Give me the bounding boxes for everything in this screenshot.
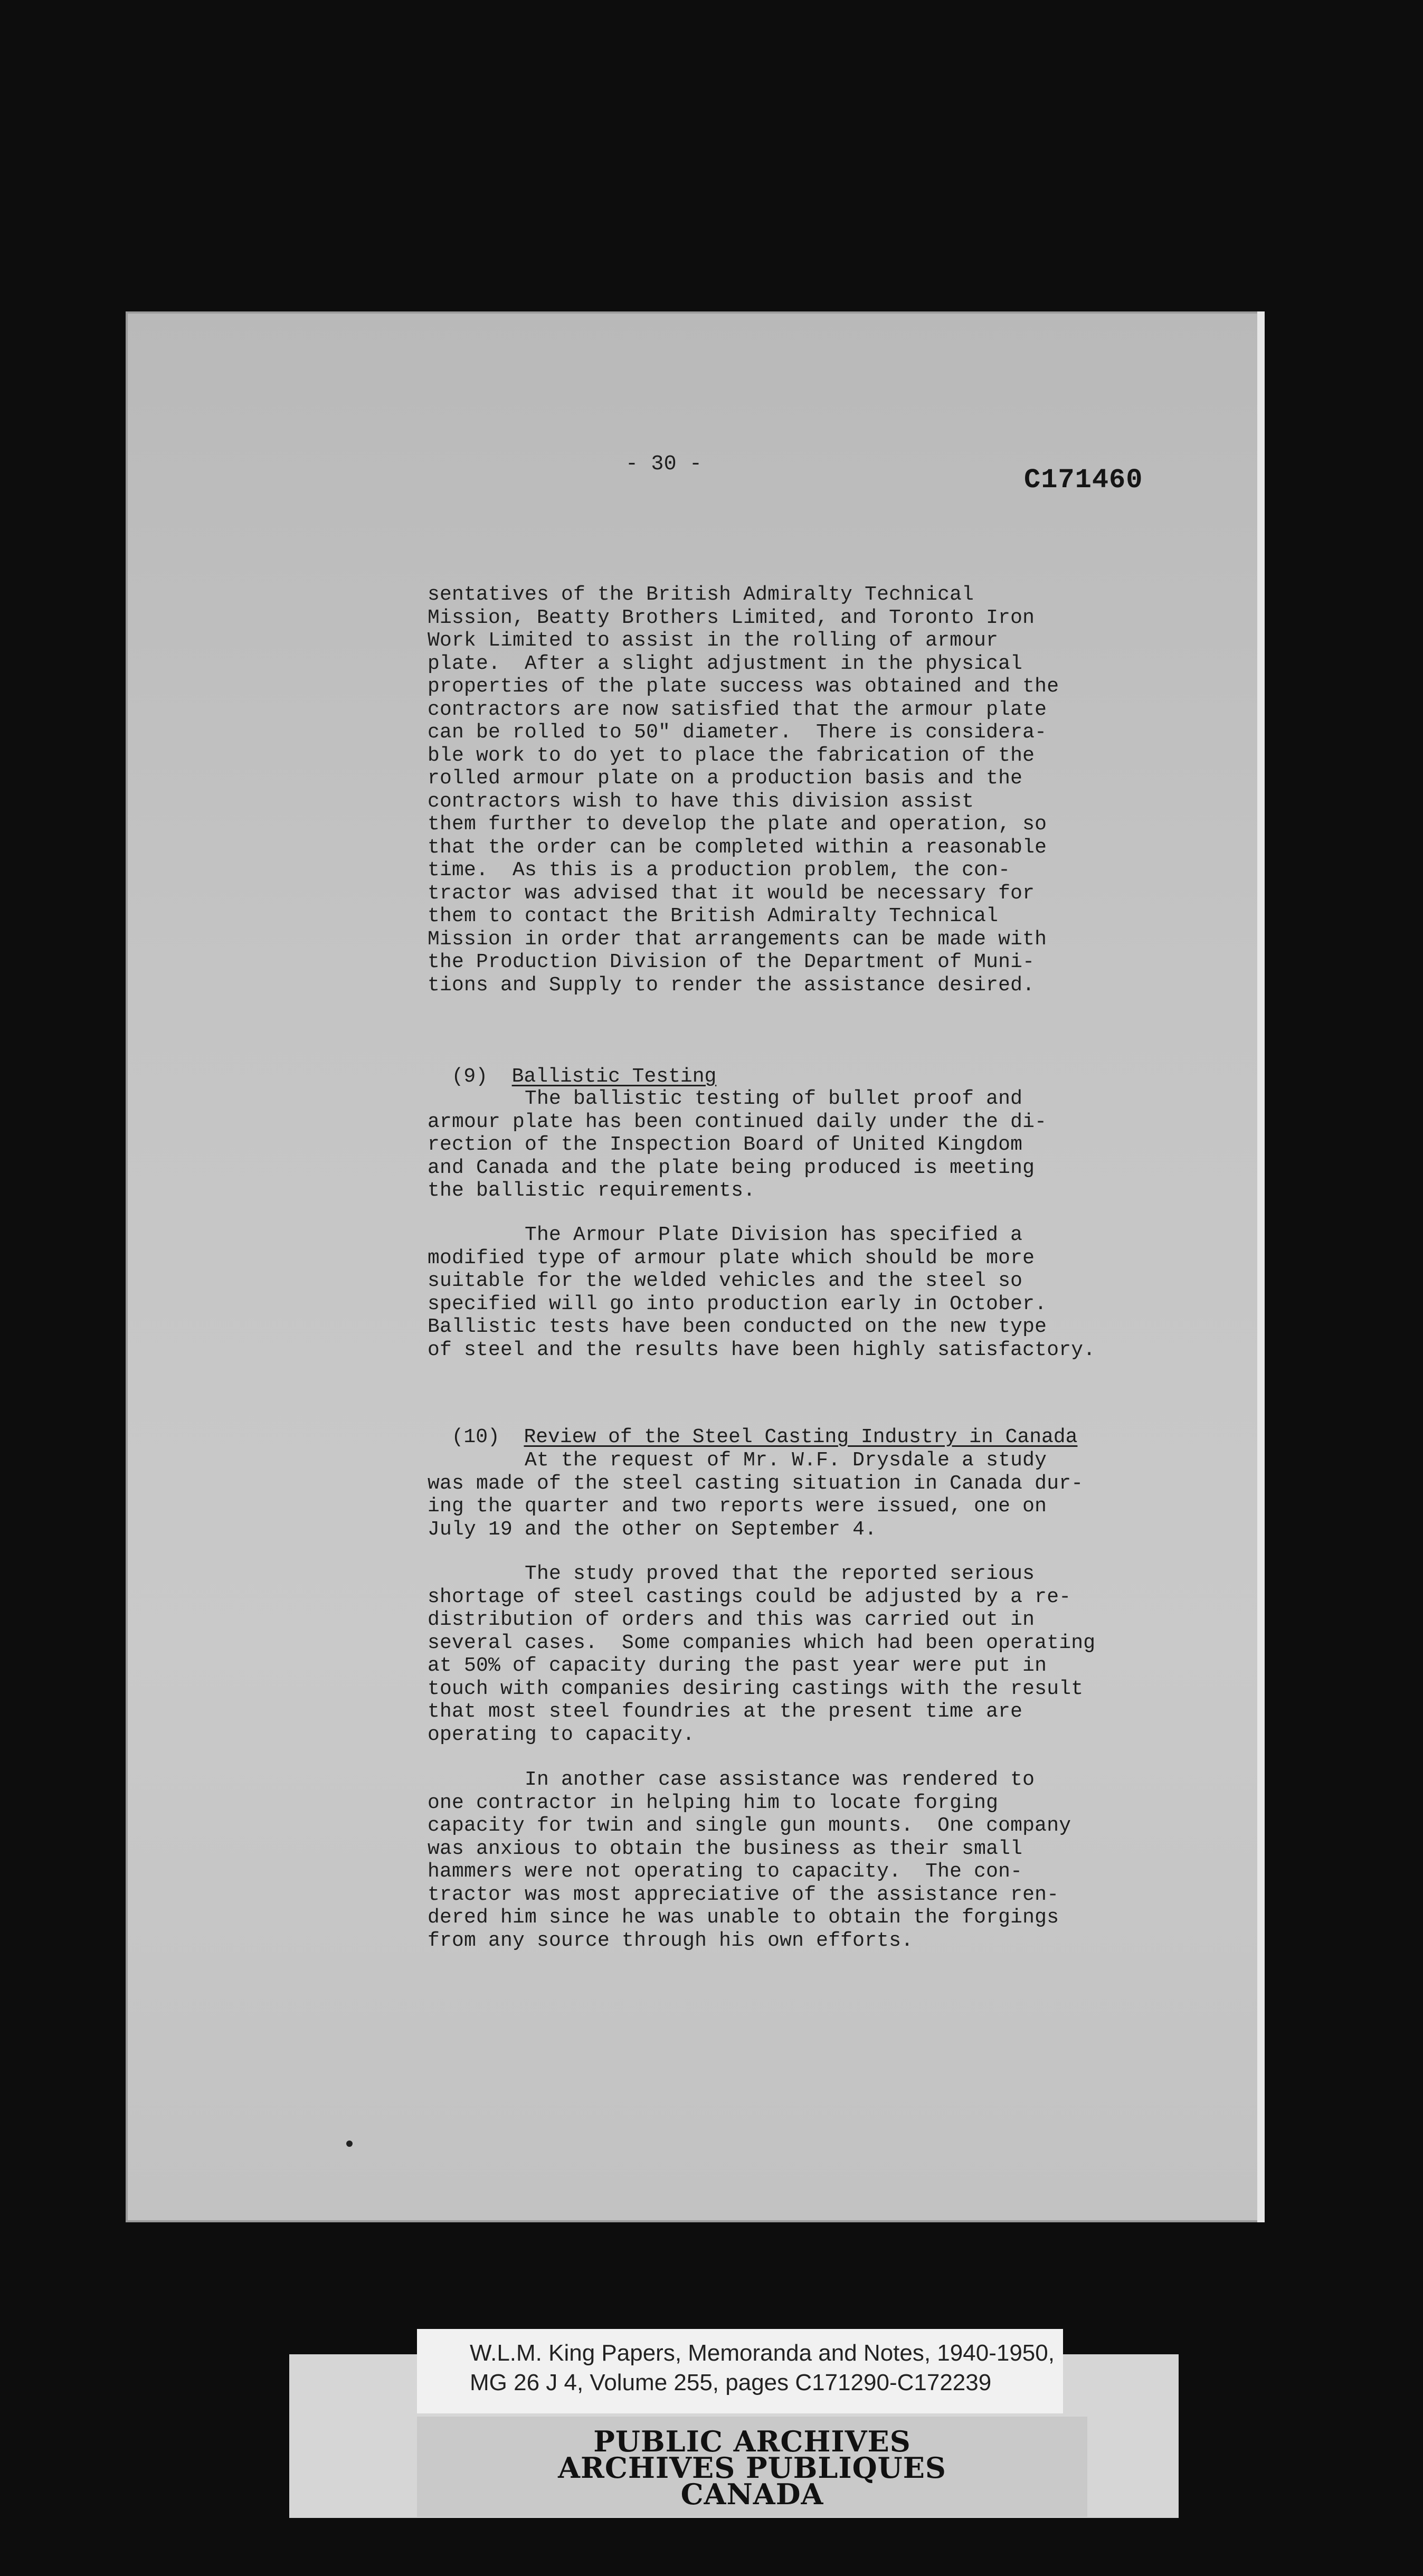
paragraph-armour-plate: sentatives of the British Admiralty Technical Mission, Beatty Brothers Limited, and Toronto Iron Work Limited to assist in the rolling of armour plate. After a slight adjustment in the physical properties of the plate success was obtained and the contractors are now satisfied that the armour plate can be rolled to 50" diameter. There is considera- ble work to do yet to place the fabrication of the rolled armour plate on a production basis and the contractors wish to have this division assist them further to develop the plate and operation, so that the order can be completed within a reasonable time. As this is a production problem, the con- tractor was advised that it would be necessary for them to contact the British Admiralty Technical Mission in order that arrangements can be made with the Production Division of the Department of Muni- tions and Supply to render the assistance desired. bbox=[428, 583, 1059, 997]
heading-ballistic-testing bbox=[428, 1043, 716, 1088]
stray-mark bbox=[346, 2141, 353, 2147]
paragraph-drysdale-study: At the request of Mr. W.F. Drysdale a study was made of the steel casting situation in Canada dur- ing the quarter and two reports were issued, one on July 19 and the other on September 4. bbox=[428, 1449, 1084, 1541]
citation-line-1: W.L.M. King Papers, Memoranda and Notes, 1940-1950, bbox=[470, 2340, 1055, 2366]
heading-title: Ballistic Testing bbox=[511, 1065, 717, 1088]
heading-title: Review of the Steel Casting Industry in Canada bbox=[524, 1426, 1078, 1448]
stamp-line-2: ARCHIVES PUBLIQUES bbox=[558, 2451, 946, 2485]
page-number: - 30 - bbox=[625, 452, 703, 476]
heading-number: (10) bbox=[451, 1426, 500, 1448]
archives-stamp bbox=[417, 2417, 1087, 2517]
paragraph-modified-plate: The Armour Plate Division has specified a modified type of armour plate which should be more suitable for the welded vehicles and the steel so specified will go into production early in October. Ballistic tests have been conducted on the new type of steel and the results have been highly satisfactory. bbox=[428, 1224, 1096, 1361]
stamp-line-1: PUBLIC ARCHIVES bbox=[593, 2425, 911, 2458]
heading-number: (9) bbox=[451, 1065, 488, 1088]
document-id: C171460 bbox=[1024, 465, 1143, 496]
paragraph-ballistic-testing: The ballistic testing of bullet proof and armour plate has been continued daily under the di- rection of the Inspection Board of United Kingdom and Canada and the plate being produced is meeting the ballistic requirements. bbox=[428, 1087, 1047, 1202]
label-tab bbox=[289, 2354, 384, 2412]
citation-line-2: MG 26 J 4, Volume 255, pages C171290-C172239 bbox=[470, 2370, 992, 2395]
citation-label bbox=[417, 2329, 1063, 2413]
paragraph-forging-assistance: In another case assistance was rendered to one contractor in helping him to locate forging capacity for twin and single gun mounts. One company was anxious to obtain the business as their small hammers were not operating to capacity. The con- tractor was most appreciative of the assistance ren- dered him since he was unable to obtain the forgings from any source through his own efforts. bbox=[428, 1768, 1071, 1952]
paragraph-study-results: The study proved that the reported serious shortage of steel castings could be adjusted by a re- distribution of orders and this was carried out in several cases. Some companies which had been operating at 50% of capacity during the past year were put in touch with companies desiring castings with the result that most steel foundries at the present time are operating to capacity. bbox=[428, 1562, 1096, 1746]
heading-steel-casting-review bbox=[428, 1403, 1077, 1448]
stamp-line-3: CANADA bbox=[680, 2477, 824, 2511]
